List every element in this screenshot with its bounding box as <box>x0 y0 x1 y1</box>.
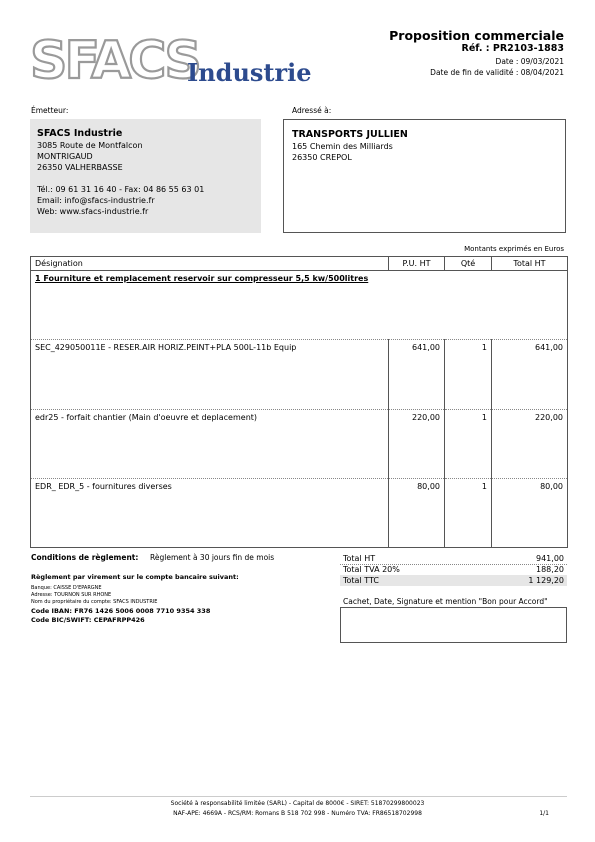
row-pu: 641,00 <box>389 340 445 409</box>
total-ttc-value: 1 129,20 <box>528 576 564 585</box>
emitter-email: Email: info@sfacs-industrie.fr <box>37 196 155 205</box>
validity-date: Date de fin de validité : 08/04/2021 <box>430 68 564 77</box>
table-row <box>31 340 568 409</box>
row-designation: edr25 - forfait chantier (Main d'oeuvre et deplacement) <box>31 409 389 478</box>
emitter-address2: MONTRIGAUD <box>37 152 93 161</box>
emitter-phone: Tél.: 09 61 31 16 40 - Fax: 04 86 55 63 01 <box>37 185 205 194</box>
logo-subtext: Industrie <box>187 58 312 85</box>
iban: Code IBAN: FR76 1426 5006 0008 7710 9354 338 <box>31 607 211 615</box>
row-total: 641,00 <box>492 340 568 409</box>
col-header-total: Total HT <box>492 257 568 271</box>
emitter-label: Émetteur: <box>31 106 69 115</box>
emitter-box <box>30 119 261 233</box>
bank-address: Adresse: TOURNON SUR RHONE <box>31 592 112 598</box>
col-header-pu: P.U. HT <box>389 257 445 271</box>
col-header-designation: Désignation <box>31 257 389 271</box>
footer-divider <box>30 796 567 797</box>
emitter-address3: 26350 VALHERBASSE <box>37 163 123 172</box>
document-date: Date : 09/03/2021 <box>495 57 564 66</box>
bic: Code BIC/SWIFT: CEPAFRPP426 <box>31 616 145 624</box>
section-row <box>31 271 568 340</box>
footer-line1: Société à responsabilité limitée (SARL) - Capital de 8000€ - SIRET: 51870299800023 <box>170 800 425 807</box>
table-row <box>31 409 568 478</box>
bank-name: Banque: CAISSE D'EPARGNE <box>31 585 102 591</box>
col-header-qty: Qté <box>445 257 492 271</box>
total-ttc-row <box>340 575 567 586</box>
row-total: 220,00 <box>492 409 568 478</box>
table-row <box>31 478 568 547</box>
logo-text: SFACS <box>30 31 199 85</box>
emitter-name: SFACS Industrie <box>37 128 123 139</box>
transfer-title: Règlement par virement sur le compte bancaire suivant: <box>31 573 239 581</box>
items-table <box>30 256 568 548</box>
recipient-name: TRANSPORTS JULLIEN <box>292 129 408 140</box>
row-qty: 1 <box>445 340 492 409</box>
page-number: 1/1 <box>539 810 549 817</box>
recipient-box <box>283 119 566 233</box>
row-total: 80,00 <box>492 478 568 547</box>
row-qty: 1 <box>445 478 492 547</box>
total-tva-value: 188,20 <box>536 565 564 574</box>
row-pu: 80,00 <box>389 478 445 547</box>
signature-label: Cachet, Date, Signature et mention "Bon pour Accord" <box>343 597 548 606</box>
signature-box <box>340 607 567 643</box>
total-ht-value: 941,00 <box>536 554 564 563</box>
section-title: 1 Fourniture et remplacement reservoir sur compresseur 5,5 kw/500litres <box>35 274 369 283</box>
conditions-value: Règlement à 30 jours fin de mois <box>150 553 275 562</box>
document-ref: Réf. : PR2103-1883 <box>461 43 564 54</box>
row-qty: 1 <box>445 409 492 478</box>
totals-block <box>340 553 567 587</box>
footer-line2: NAF-APE: 4669A - RCS/RM: Romans B 518 702 998 - Numéro TVA: FR86518702998 <box>173 810 422 817</box>
row-pu: 220,00 <box>389 409 445 478</box>
recipient-address2: 26350 CREPOL <box>292 153 352 162</box>
total-ttc-label: Total TTC <box>343 576 379 585</box>
currency-note: Montants exprimés en Euros <box>464 245 564 253</box>
row-designation: SEC_429050011E - RESER.AIR HORIZ.PEINT+PLA 500L-11b Equip <box>31 340 389 409</box>
total-ht-label: Total HT <box>343 554 376 563</box>
emitter-address1: 3085 Route de Montfalcon <box>37 141 143 150</box>
recipient-label: Adressé à: <box>292 106 332 115</box>
recipient-address1: 165 Chemin des Milliards <box>292 142 393 151</box>
row-designation: EDR_ EDR_5 - fournitures diverses <box>31 478 389 547</box>
emitter-web: Web: www.sfacs-industrie.fr <box>37 207 149 216</box>
account-owner: Nom du propriétaire du compte: SFACS INDUSTRIE <box>31 599 158 605</box>
document-title: Proposition commerciale <box>389 28 564 43</box>
total-tva-label: Total TVA 20% <box>343 565 400 574</box>
company-logo <box>30 30 320 85</box>
conditions-label: Conditions de règlement: <box>31 553 139 562</box>
